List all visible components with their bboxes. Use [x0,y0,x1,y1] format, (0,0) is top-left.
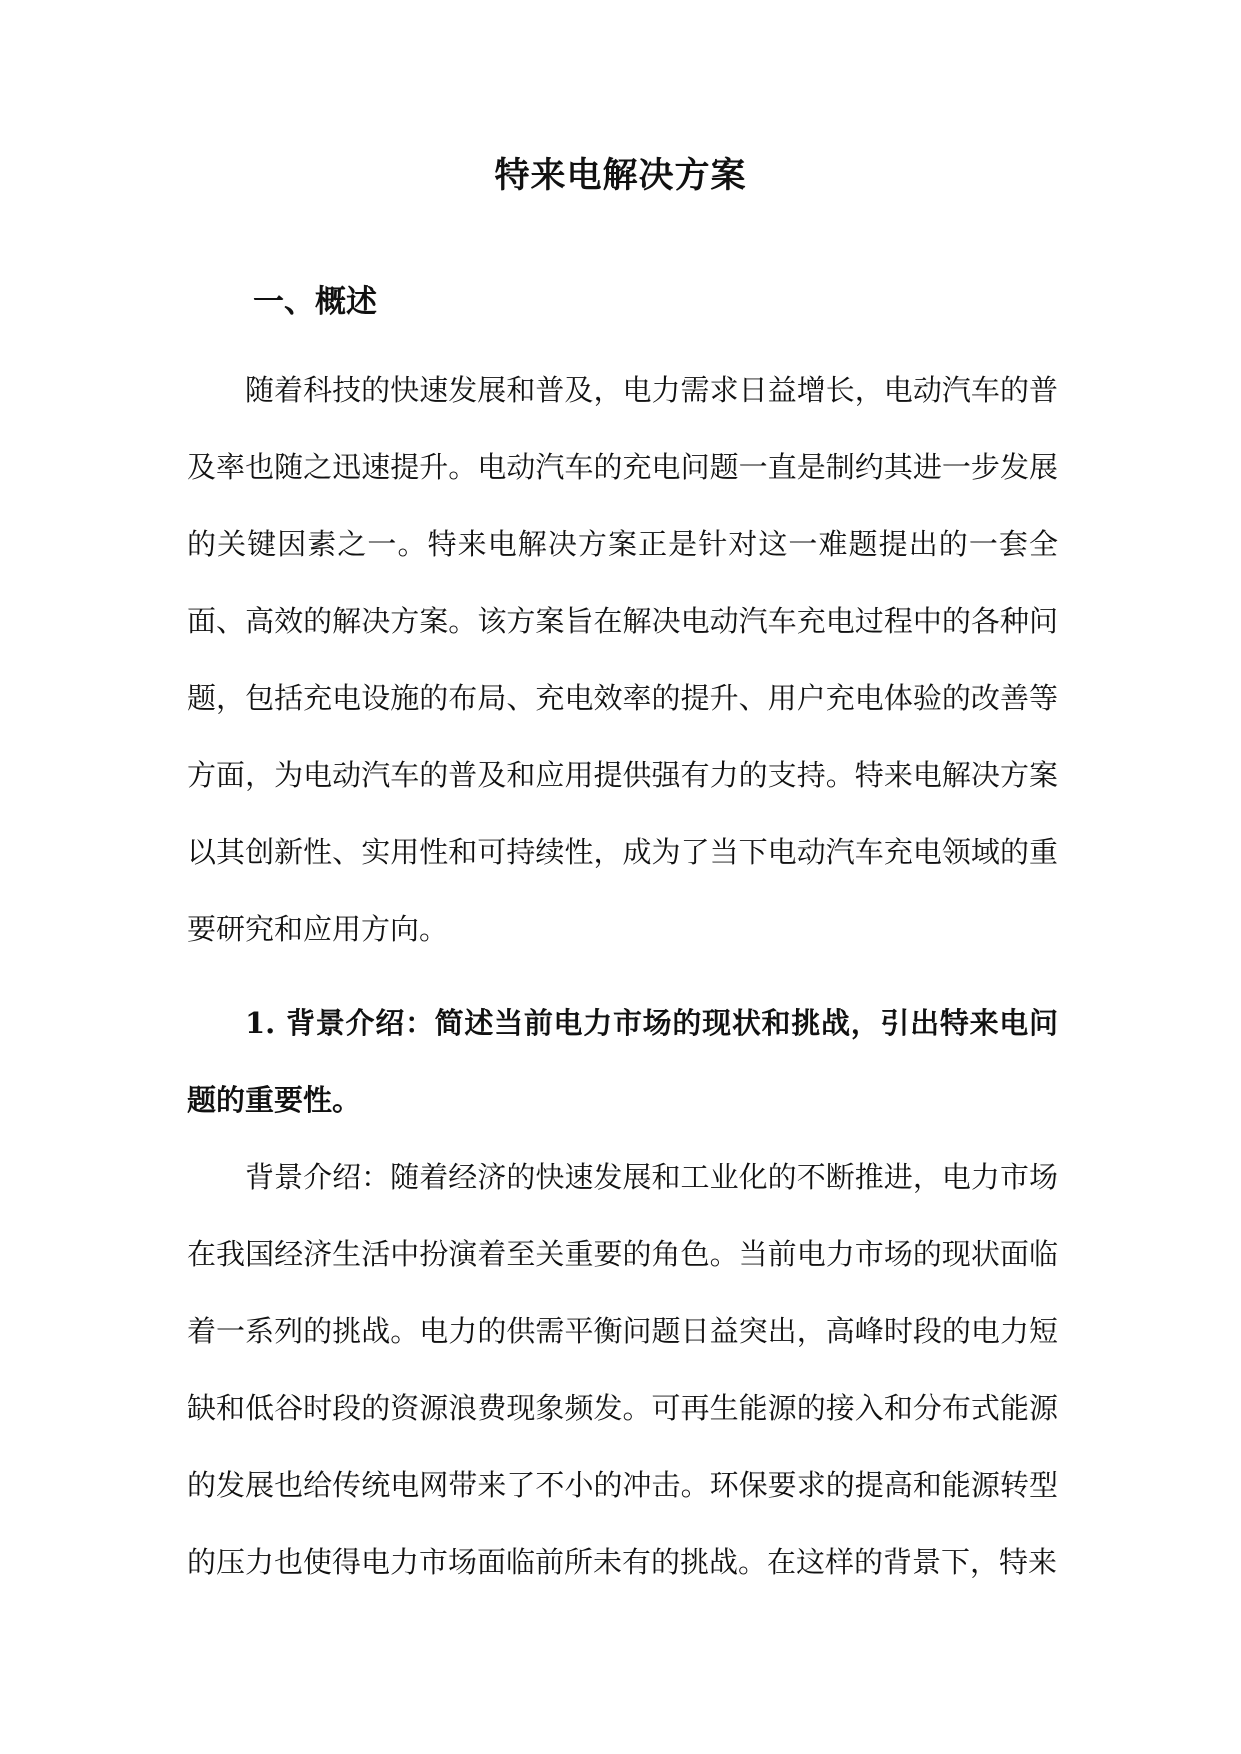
background-paragraph: 背景介绍：随着经济的快速发展和工业化的不断推进，电力市场在我国经济生活中扮演着至关重要的角色。当前电力市场的现状面临着一系列的挑战。电力的供需平衡问题日益突出，高峰时段的电力短缺和低谷时段的资源浪费现象频发。可再生能源的接入和分布式能源的发展也给传统电网带来了不小的冲击。环保要求的提高和能源转型的压力也使得电力市场面临前所未有的挑战。在这样的背景下，特来 [187,1160,1058,1579]
overview-paragraph: 随着科技的快速发展和普及，电力需求日益增长，电动汽车的普及率也随之迅速提升。电动汽车的充电问题一直是制约其进一步发展的关键因素之一。特来电解决方案正是针对这一难题提出的一套全面、高效的解决方案。该方案旨在解决电动汽车充电过程中的各种问题，包括充电设施的布局、充电效率的提升、用户充电体验的改善等方面，为电动汽车的普及和应用提供强有力的支持。特来电解决方案以其创新性、实用性和可持续性，成为了当下电动汽车充电领域的重要研究和应用方向。 [187,373,1058,946]
document-title: 特来电解决方案 [494,155,747,196]
subsection-heading-background: 1. 背景介绍：简述当前电力市场的现状和挑战，引出特来电问题的重要性。 [187,1006,1058,1117]
section-heading-overview: 一、概述 [253,284,377,320]
